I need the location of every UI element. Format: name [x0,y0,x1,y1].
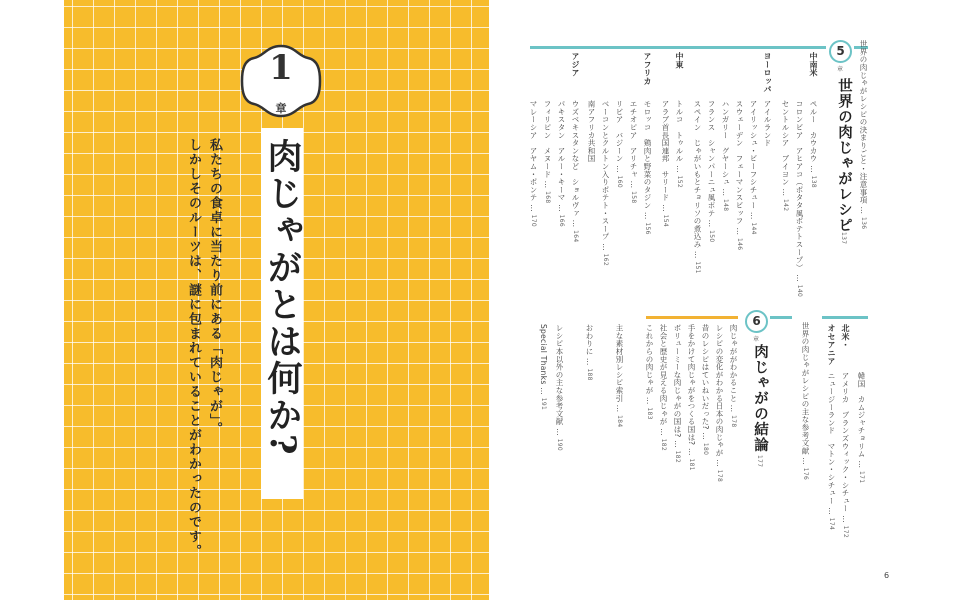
toc-item[interactable]: ボリューミーな肉じゃがの国は? … 182 [673,324,682,464]
toc-item[interactable]: これからの肉じゃが … 183 [645,324,654,420]
region-label: 中東 [675,52,684,69]
toc-item[interactable]: ウズベキスタンなど ショルヴァ … 164 [571,100,580,243]
section6-unit: 章 [753,336,760,343]
toc-item[interactable]: アラブ首長国連邦 サリード … 154 [661,100,670,227]
region-label: アフリカ [643,52,652,86]
toc-item[interactable]: フランス シャンパーニュ風ポテ … 150 [707,100,716,243]
toc-item[interactable]: 昔のレシピはていねいだった? … 180 [701,324,710,456]
toc-item[interactable]: スペイン じゃがいもとチョリソの煮込み … 151 [693,100,702,274]
toc-item[interactable]: モロッコ 鶏肉と野菜のタジン … 156 [643,100,652,235]
chapter-badge [240,44,322,118]
toc-item[interactable]: 主な素材別レシピ索引 … 184 [615,324,624,428]
toc-item[interactable]: アイルランド [763,100,772,147]
toc-item[interactable]: レシピ本以外の主な参考文献 … 190 [555,324,564,451]
toc-item[interactable]: 韓国 カムジャチョリム … 171 [857,372,866,484]
section6-number-badge: 6 [745,310,768,333]
toc-item[interactable]: アメリカ ブランズウィック・シチュー … 172 [841,372,850,538]
toc-item[interactable]: 社会と歴史が見える肉じゃが … 182 [659,324,668,451]
toc-item[interactable]: Special Thanks … 191 [539,324,548,411]
region-rule [822,316,868,319]
section5-unit: 章 [837,66,844,73]
chapter-title: 肉じゃがとは何か? [262,138,303,457]
chapter-title-box [261,128,303,499]
region-label: 北米・ [841,324,850,349]
toc-item[interactable]: スウェーデン フェーマンスビッフ … 146 [735,100,744,251]
toc-item[interactable]: ペルー カウカウ … 138 [809,100,818,188]
section6-title-page: 177 [756,455,763,468]
toc-item[interactable]: アイリッシュ・ビーフシチュー … 144 [749,100,758,235]
toc-item[interactable]: フィリピン メヌード … 168 [543,100,552,204]
toc-item[interactable]: エチオピア アリチャ … 158 [629,100,638,204]
toc-item[interactable]: マレーシア アヤム・ポンテ … 170 [529,100,538,227]
section5-title-page: 137 [840,232,847,245]
chapter-lead-line-2: しかしそのルーツは、謎に包まれていることがわかったのです。 [186,138,201,559]
toc-item[interactable]: 世界の肉じゃがレシピの決まりごと・注意事項 … 136 [859,40,868,230]
toc-item[interactable]: パキスタン アルー・キーマ … 166 [557,100,566,227]
section6-title[interactable]: 肉じゃがの結論 [752,344,769,453]
toc-item[interactable]: リビア バジーン … 160 [615,100,624,188]
page-number: 6 [884,571,890,580]
toc-item[interactable]: コロンビア アヒアコ（ポタタ風ポテトスープ） … 140 [795,100,804,298]
toc-item[interactable]: 手をかけて肉じゃがをつくる国は? … 181 [687,324,696,471]
toc-item[interactable]: 南アフリカ共和国 [587,100,596,163]
toc-item[interactable]: トルコ トゥルル … 152 [675,100,684,188]
region-label: アジア [571,52,580,77]
region-label: ヨーロッパ [763,52,772,94]
section6-rule [646,316,738,319]
toc-item[interactable]: ハンガリー グヤーシュ … 148 [721,100,730,212]
chapter-unit: 章 [275,102,287,115]
toc-item[interactable]: 肉じゃががわかること … 178 [729,324,738,428]
toc-item[interactable]: セントルシア ブイヨン … 142 [781,100,790,212]
toc-item[interactable]: ベーコンとクルトン入りポテト・スープ … 162 [601,100,610,266]
section6-rule-right [770,316,792,319]
toc-item[interactable]: おわりに … 188 [585,324,594,381]
toc-item[interactable]: 世界の肉じゃがレシピの主な参考文献 … 176 [801,322,810,481]
section5-rule [530,46,826,49]
toc-item[interactable]: レシピの変化がわかる日本の肉じゃが … 178 [715,324,724,483]
toc-item[interactable]: ニュージーランド マトン・シチュー … 174 [827,372,836,531]
section5-title[interactable]: 世界の肉じゃがレシピ [836,78,853,233]
chapter-number: 1 [269,48,293,88]
region-label: オセアニア [827,324,836,366]
region-label: 中南米 [809,52,818,77]
section5-number-badge: 5 [829,40,852,63]
chapter-lead-line-1: 私たちの食卓に当たり前にある「肉じゃが」。 [207,138,222,436]
